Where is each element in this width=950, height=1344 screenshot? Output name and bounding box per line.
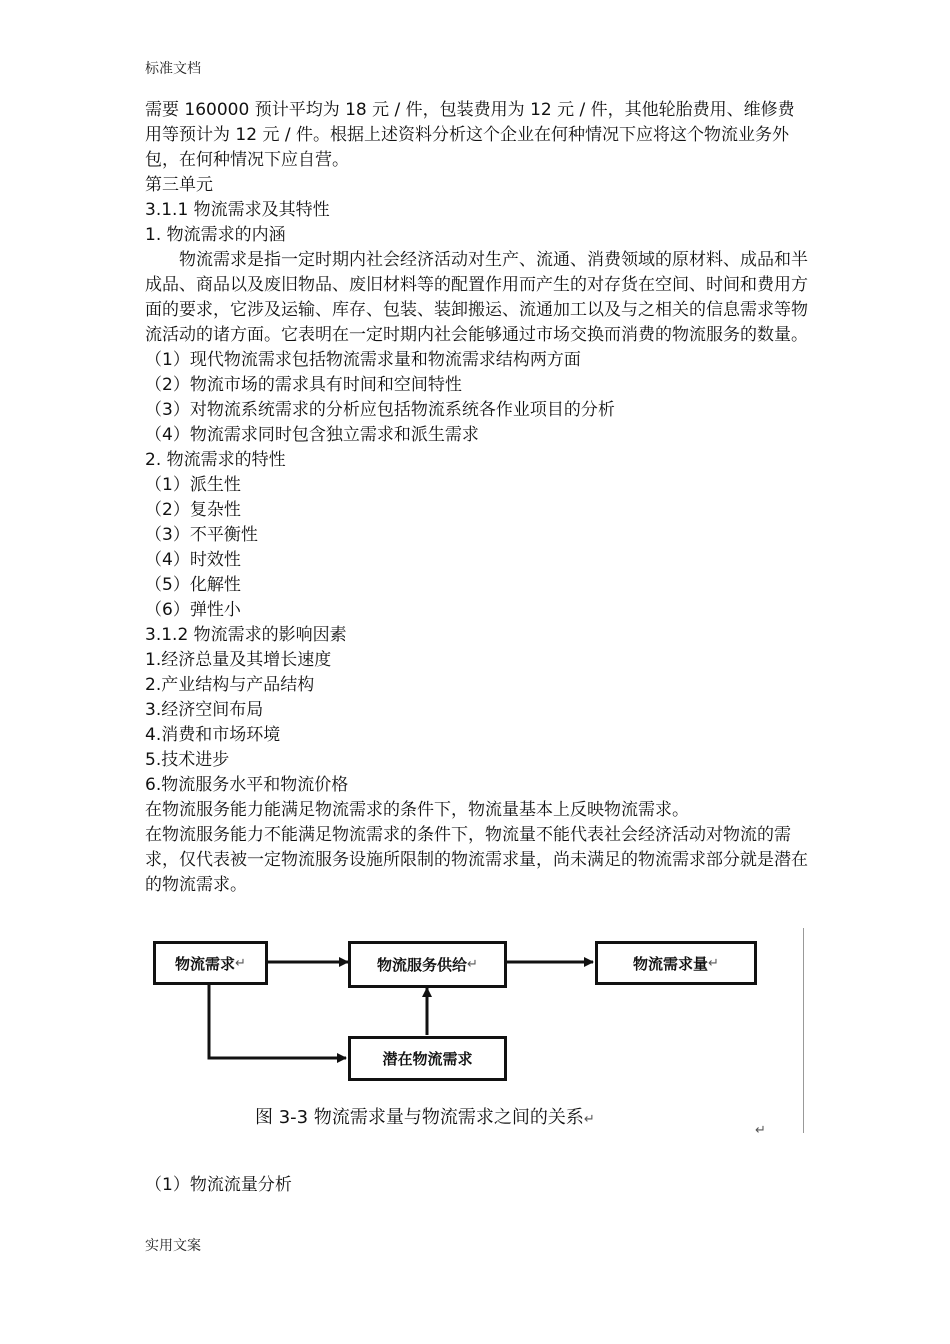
box-logistics-demand-quantity-label: 物流需求量 [633, 954, 709, 973]
paragraph: 1.经济总量及其增长速度 [145, 650, 332, 670]
paragraph: （5）化解性 [145, 575, 241, 595]
box-logistics-demand [153, 941, 268, 985]
paragraph: 2. 物流需求的特性 [145, 450, 286, 470]
paragraph: 物流需求是指一定时期内社会经济活动对生产、流通、消费领域的原材料、成品和半成品、商品以及废旧物品、废旧材料等的配置作用而产生的对存货在空间、时间和费用方面的要求，它涉及运输、库存、包装、装卸搬运、流通加工以及与之相关的信息需求等物流活动的诸方面。它表明在一定时期内社会能够通过市场交换而消费的物流服务的数量。 [145, 250, 808, 345]
box-logistics-demand-quantity [595, 941, 757, 985]
paragraph-after-figure: （1）物流流量分析 [145, 1175, 292, 1195]
paragraph: （3）对物流系统需求的分析应包括物流系统各作业项目的分析 [145, 400, 615, 420]
paragraph: 3.1.2 物流需求的影响因素 [145, 625, 347, 645]
arrow-demand-to-latent [209, 985, 346, 1058]
box-logistics-demand-label: 物流需求 [175, 954, 236, 973]
paragraph: 1. 物流需求的内涵 [145, 225, 286, 245]
paragraph: （6）弹性小 [145, 600, 241, 620]
paragraph: 需要 160000 预计平均为 18 元 / 件，包装费用为 12 元 / 件，其他轮胎费用、维修费用等预计为 12 元 / 件。根据上述资料分析这个企业在何种情况下应将这个物流业务外包，在何种情况下应自营。 [145, 100, 795, 170]
return-mark: ↵ [467, 957, 478, 972]
return-mark: ↵ [583, 1112, 595, 1127]
paragraph: 5.技术进步 [145, 750, 230, 770]
page-header: 标准文档 [145, 61, 201, 77]
paragraph: （1）现代物流需求包括物流需求量和物流需求结构两方面 [145, 350, 581, 370]
page-footer: 实用文案 [145, 1238, 201, 1254]
box-latent-logistics-demand [348, 1036, 507, 1081]
paragraph: （3）不平衡性 [145, 525, 258, 545]
figure-caption [255, 1103, 595, 1129]
paragraph: 6.物流服务水平和物流价格 [145, 775, 349, 795]
paragraph: 第三单元 [145, 175, 213, 195]
figure-3-3 [145, 925, 810, 1140]
paragraph: （2）复杂性 [145, 500, 241, 520]
paragraph: 3.经济空间布局 [145, 700, 264, 720]
box-logistics-service-supply [348, 941, 507, 988]
figure-right-border [803, 928, 804, 1133]
paragraph: （4）时效性 [145, 550, 241, 570]
paragraph: （2）物流市场的需求具有时间和空间特性 [145, 375, 462, 395]
paragraph: 2.产业结构与产品结构 [145, 675, 315, 695]
paragraph: （1）派生性 [145, 475, 241, 495]
paragraph: 在物流服务能力能满足物流需求的条件下，物流量基本上反映物流需求。 [145, 800, 689, 820]
document-body [145, 98, 810, 898]
return-mark: ↵ [755, 1123, 766, 1138]
return-mark: ↵ [708, 955, 719, 971]
box-logistics-service-supply-label: 物流服务供给 [377, 956, 468, 974]
return-mark: ↵ [235, 955, 246, 971]
box-latent-logistics-demand-label: 潜在物流需求 [382, 1050, 473, 1068]
figure-caption-text: 图 3-3 物流需求量与物流需求之间的关系 [255, 1107, 584, 1128]
paragraph: 3.1.1 物流需求及其特性 [145, 200, 330, 220]
paragraph: 在物流服务能力不能满足物流需求的条件下，物流量不能代表社会经济活动对物流的需求，仅代表被一定物流服务设施所限制的物流需求量，尚未满足的物流需求部分就是潜在的物流需求。 [145, 825, 808, 895]
paragraph: 4.消费和市场环境 [145, 725, 281, 745]
paragraph: （4）物流需求同时包含独立需求和派生需求 [145, 425, 479, 445]
